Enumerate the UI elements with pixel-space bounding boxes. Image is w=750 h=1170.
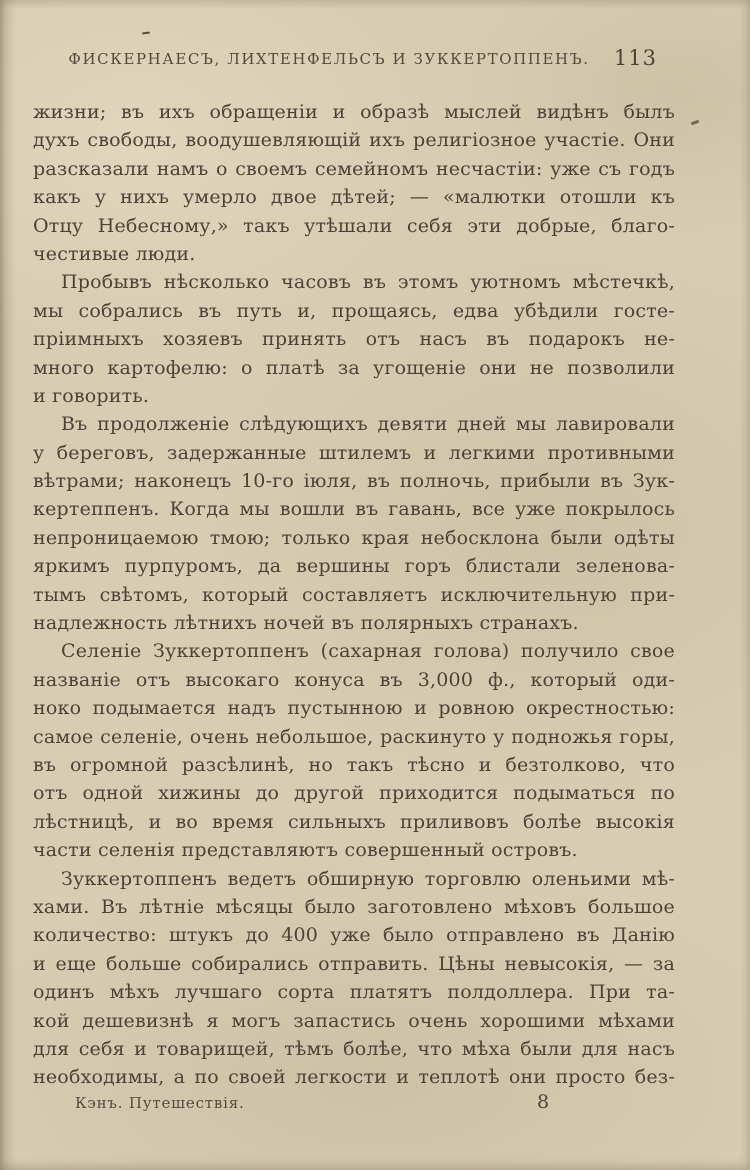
page-number: 113 bbox=[613, 46, 657, 70]
text-line: духъ свободы, воодушевляющій ихъ религіозное участіе. Они bbox=[33, 129, 675, 152]
text-line: и еще больше собирались отправить. Цѣны невысокія, — за bbox=[33, 952, 675, 975]
text-line: вѣтрами; наконецъ 10-го іюля, въ полночь, прибыли въ Зук- bbox=[33, 470, 675, 493]
text-line: необходимы, а по своей легкости и теплотѣ они просто без- bbox=[33, 1066, 675, 1089]
running-header-title: ФИСКЕРНАЕСЪ, ЛИХТЕНФЕЛЬСЪ И ЗУККЕРТОППЕНЪ. bbox=[68, 50, 590, 68]
text-line: Зуккертоппенъ ведетъ обширную торговлю оленьими мѣ- bbox=[61, 867, 675, 890]
text-line: ноко подымается надъ пустынною и ровною окрестностью: bbox=[33, 697, 675, 720]
footer-sheet-number: 8 bbox=[537, 1091, 550, 1113]
text-line: самое селеніе, очень небольшое, раскинуто у подножья горы, bbox=[33, 725, 675, 748]
text-line: надлежность лѣтнихъ ночей въ полярныхъ странахъ. bbox=[33, 612, 579, 635]
paragraph bbox=[33, 410, 675, 637]
paragraph bbox=[33, 268, 675, 410]
running-header bbox=[0, 46, 750, 74]
text-line: одинъ мѣхъ лучшаго сорта платятъ полдоллера. При та- bbox=[33, 981, 675, 1004]
text-line: количество: штукъ до 400 уже было отправлено въ Данію bbox=[33, 924, 675, 947]
text-line: Пробывъ нѣсколько часовъ въ этомъ уютномъ мѣстечкѣ, bbox=[61, 271, 675, 294]
text-line: части селенія представляютъ совершенный островъ. bbox=[33, 839, 578, 862]
text-line: непроницаемою тмою; только края небосклона были одѣты bbox=[33, 526, 675, 549]
text-line: въ огромной разсѣлинѣ, но такъ тѣсно и безтолково, что bbox=[33, 753, 675, 776]
text-line: отъ одной хижины до другой приходится подыматься по bbox=[33, 782, 675, 805]
text-line: яркимъ пурпуромъ, да вершины горъ блистали зеленова- bbox=[33, 555, 675, 578]
text-line: Селеніе Зуккертоппенъ (сахарная голова) получило свое bbox=[61, 640, 675, 663]
text-line: какъ у нихъ умерло двое дѣтей; — «малютки отошли къ bbox=[33, 186, 675, 209]
text-line: пріимныхъ хозяевъ принять отъ насъ въ подарокъ не- bbox=[33, 328, 675, 351]
text-line: Отцу Небесному,» такъ утѣшали себя эти добрые, благо- bbox=[33, 214, 675, 237]
ink-speck bbox=[691, 120, 700, 126]
text-line: честивые люди. bbox=[33, 242, 196, 265]
text-line: разсказали намъ о своемъ семейномъ несчастіи: уже съ годъ bbox=[33, 157, 675, 180]
text-line: хами. Въ лѣтніе мѣсяцы было заготовлено мѣховъ большое bbox=[33, 895, 675, 918]
paragraph bbox=[33, 865, 675, 1092]
text-line: у береговъ, задержанные штилемъ и легкими противными bbox=[33, 441, 675, 464]
text-line: лѣстницѣ, и во время сильныхъ приливовъ болѣе высокія bbox=[33, 810, 675, 833]
text-line: кертеппенъ. Когда мы вошли въ гавань, все уже покрылось bbox=[33, 498, 675, 521]
paragraph bbox=[33, 98, 675, 268]
text-line: и говорить. bbox=[33, 384, 150, 407]
text-line: тымъ свѣтомъ, который составляетъ исключительную при- bbox=[33, 583, 675, 606]
text-line: жизни; въ ихъ обращеніи и образѣ мыслей видѣнъ былъ bbox=[33, 101, 675, 123]
text-line: для себя и товарищей, тѣмъ болѣе, что мѣха были для насъ bbox=[33, 1037, 675, 1060]
text-line: Въ продолженіе слѣдующихъ девяти дней мы лавировали bbox=[61, 413, 675, 436]
page-footer bbox=[0, 1091, 750, 1120]
text-line: много картофелю: о платѣ за угощеніе они не позволили bbox=[33, 356, 675, 379]
ink-speck bbox=[142, 31, 150, 34]
text-line: мы собрались въ путь и, прощаясь, едва убѣдили госте- bbox=[33, 299, 675, 322]
footer-signature: Кэнъ. Путешествія. bbox=[75, 1094, 245, 1112]
page-text-column bbox=[33, 98, 675, 1092]
text-line: кой дешевизнѣ я могъ запастись очень хорошими мѣхами bbox=[33, 1009, 675, 1032]
paragraph bbox=[33, 637, 675, 864]
text-line: названіе отъ высокаго конуса въ 3,000 ф., который оди- bbox=[33, 668, 675, 691]
